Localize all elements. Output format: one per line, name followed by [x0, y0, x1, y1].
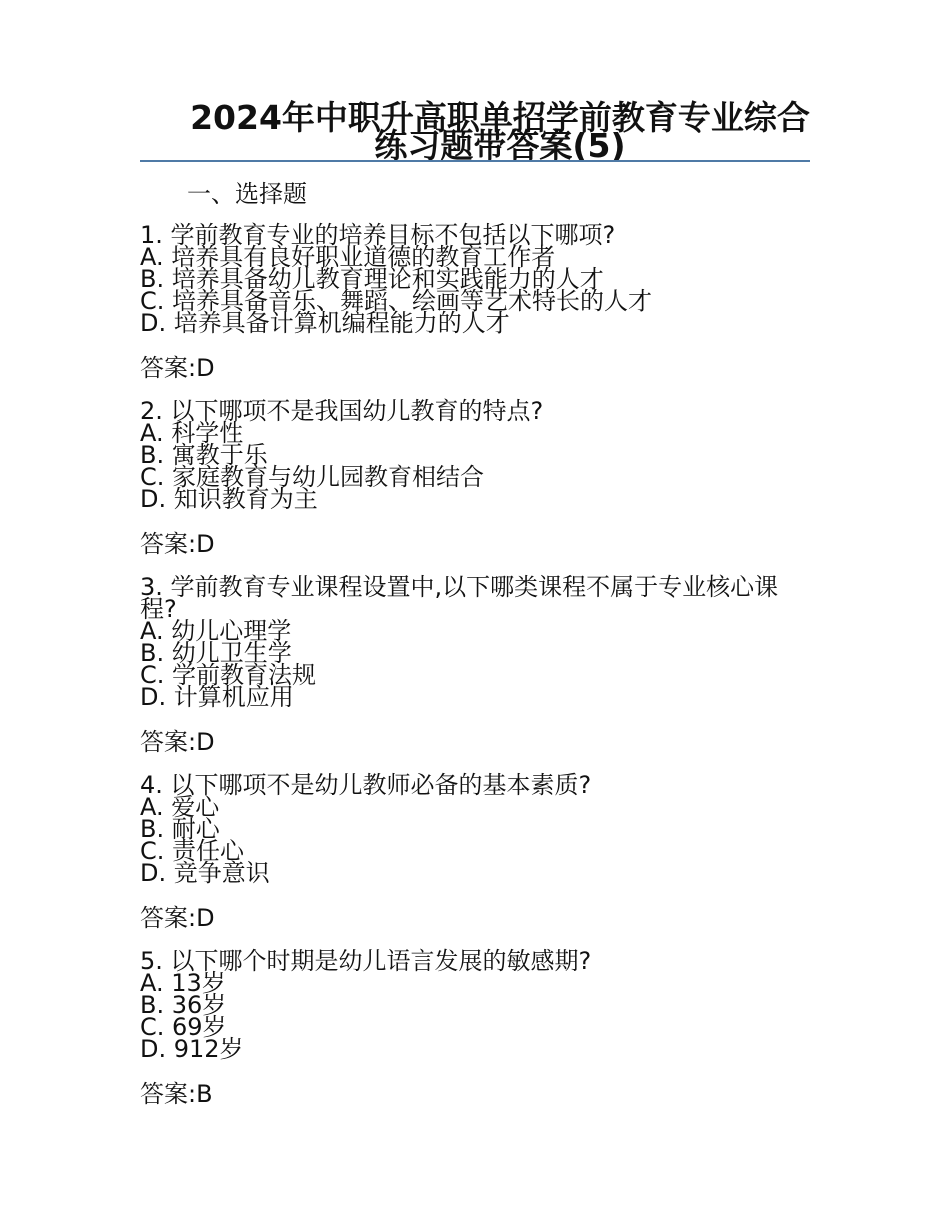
option-c: C. 责任心: [140, 837, 245, 865]
question-stem: 5. 以下哪个时期是幼儿语言发展的敏感期?: [140, 947, 592, 975]
option-a: A. 13岁: [140, 969, 226, 997]
option-b: B. 寓教于乐: [140, 441, 268, 469]
section-heading: 一、选择题: [187, 180, 307, 208]
question-stem: 1. 学前教育专业的培养目标不包括以下哪项?: [140, 221, 616, 249]
question-stem: 4. 以下哪项不是幼儿教师必备的基本素质?: [140, 771, 592, 799]
option-d: D. 竞争意识: [140, 859, 270, 887]
title-divider: [140, 160, 810, 162]
answer: 答案:B: [140, 1080, 213, 1108]
option-d: D. 912岁: [140, 1035, 244, 1063]
option-a: A. 爱心: [140, 793, 220, 821]
option-d: D. 培养具备计算机编程能力的人才: [140, 309, 510, 337]
option-d: D. 知识教育为主: [140, 485, 318, 513]
answer: 答案:D: [140, 904, 215, 932]
question-1: [140, 221, 810, 382]
question-5: [140, 947, 810, 1108]
option-c: C. 学前教育法规: [140, 661, 317, 689]
question-3: [140, 573, 810, 756]
question-2: [140, 397, 810, 558]
answer: 答案:D: [140, 728, 215, 756]
question-list: [140, 221, 810, 1108]
option-a: A. 培养具有良好职业道德的教育工作者: [140, 243, 556, 271]
question-4: [140, 771, 810, 932]
option-b: B. 培养具备幼儿教育理论和实践能力的人才: [140, 265, 604, 293]
option-a: A. 幼儿心理学: [140, 617, 292, 645]
question-stem: 2. 以下哪项不是我国幼儿教育的特点?: [140, 397, 544, 425]
option-c: C. 69岁: [140, 1013, 227, 1041]
option-b: B. 耐心: [140, 815, 220, 843]
option-c: C. 培养具备音乐、舞蹈、绘画等艺术特长的人才: [140, 287, 653, 315]
option-a: A. 科学性: [140, 419, 244, 447]
option-c: C. 家庭教育与幼儿园教育相结合: [140, 463, 485, 491]
document-title: 2024年中职升高职单招学前教育专业综合练习题带答案(5): [190, 98, 810, 165]
answer: 答案:D: [140, 530, 215, 558]
option-d: D. 计算机应用: [140, 683, 294, 711]
question-stem: 3. 学前教育专业课程设置中,以下哪类课程不属于专业核心课程?: [140, 573, 779, 623]
option-b: B. 36岁: [140, 991, 227, 1019]
answer: 答案:D: [140, 354, 215, 382]
option-b: B. 幼儿卫生学: [140, 639, 292, 667]
